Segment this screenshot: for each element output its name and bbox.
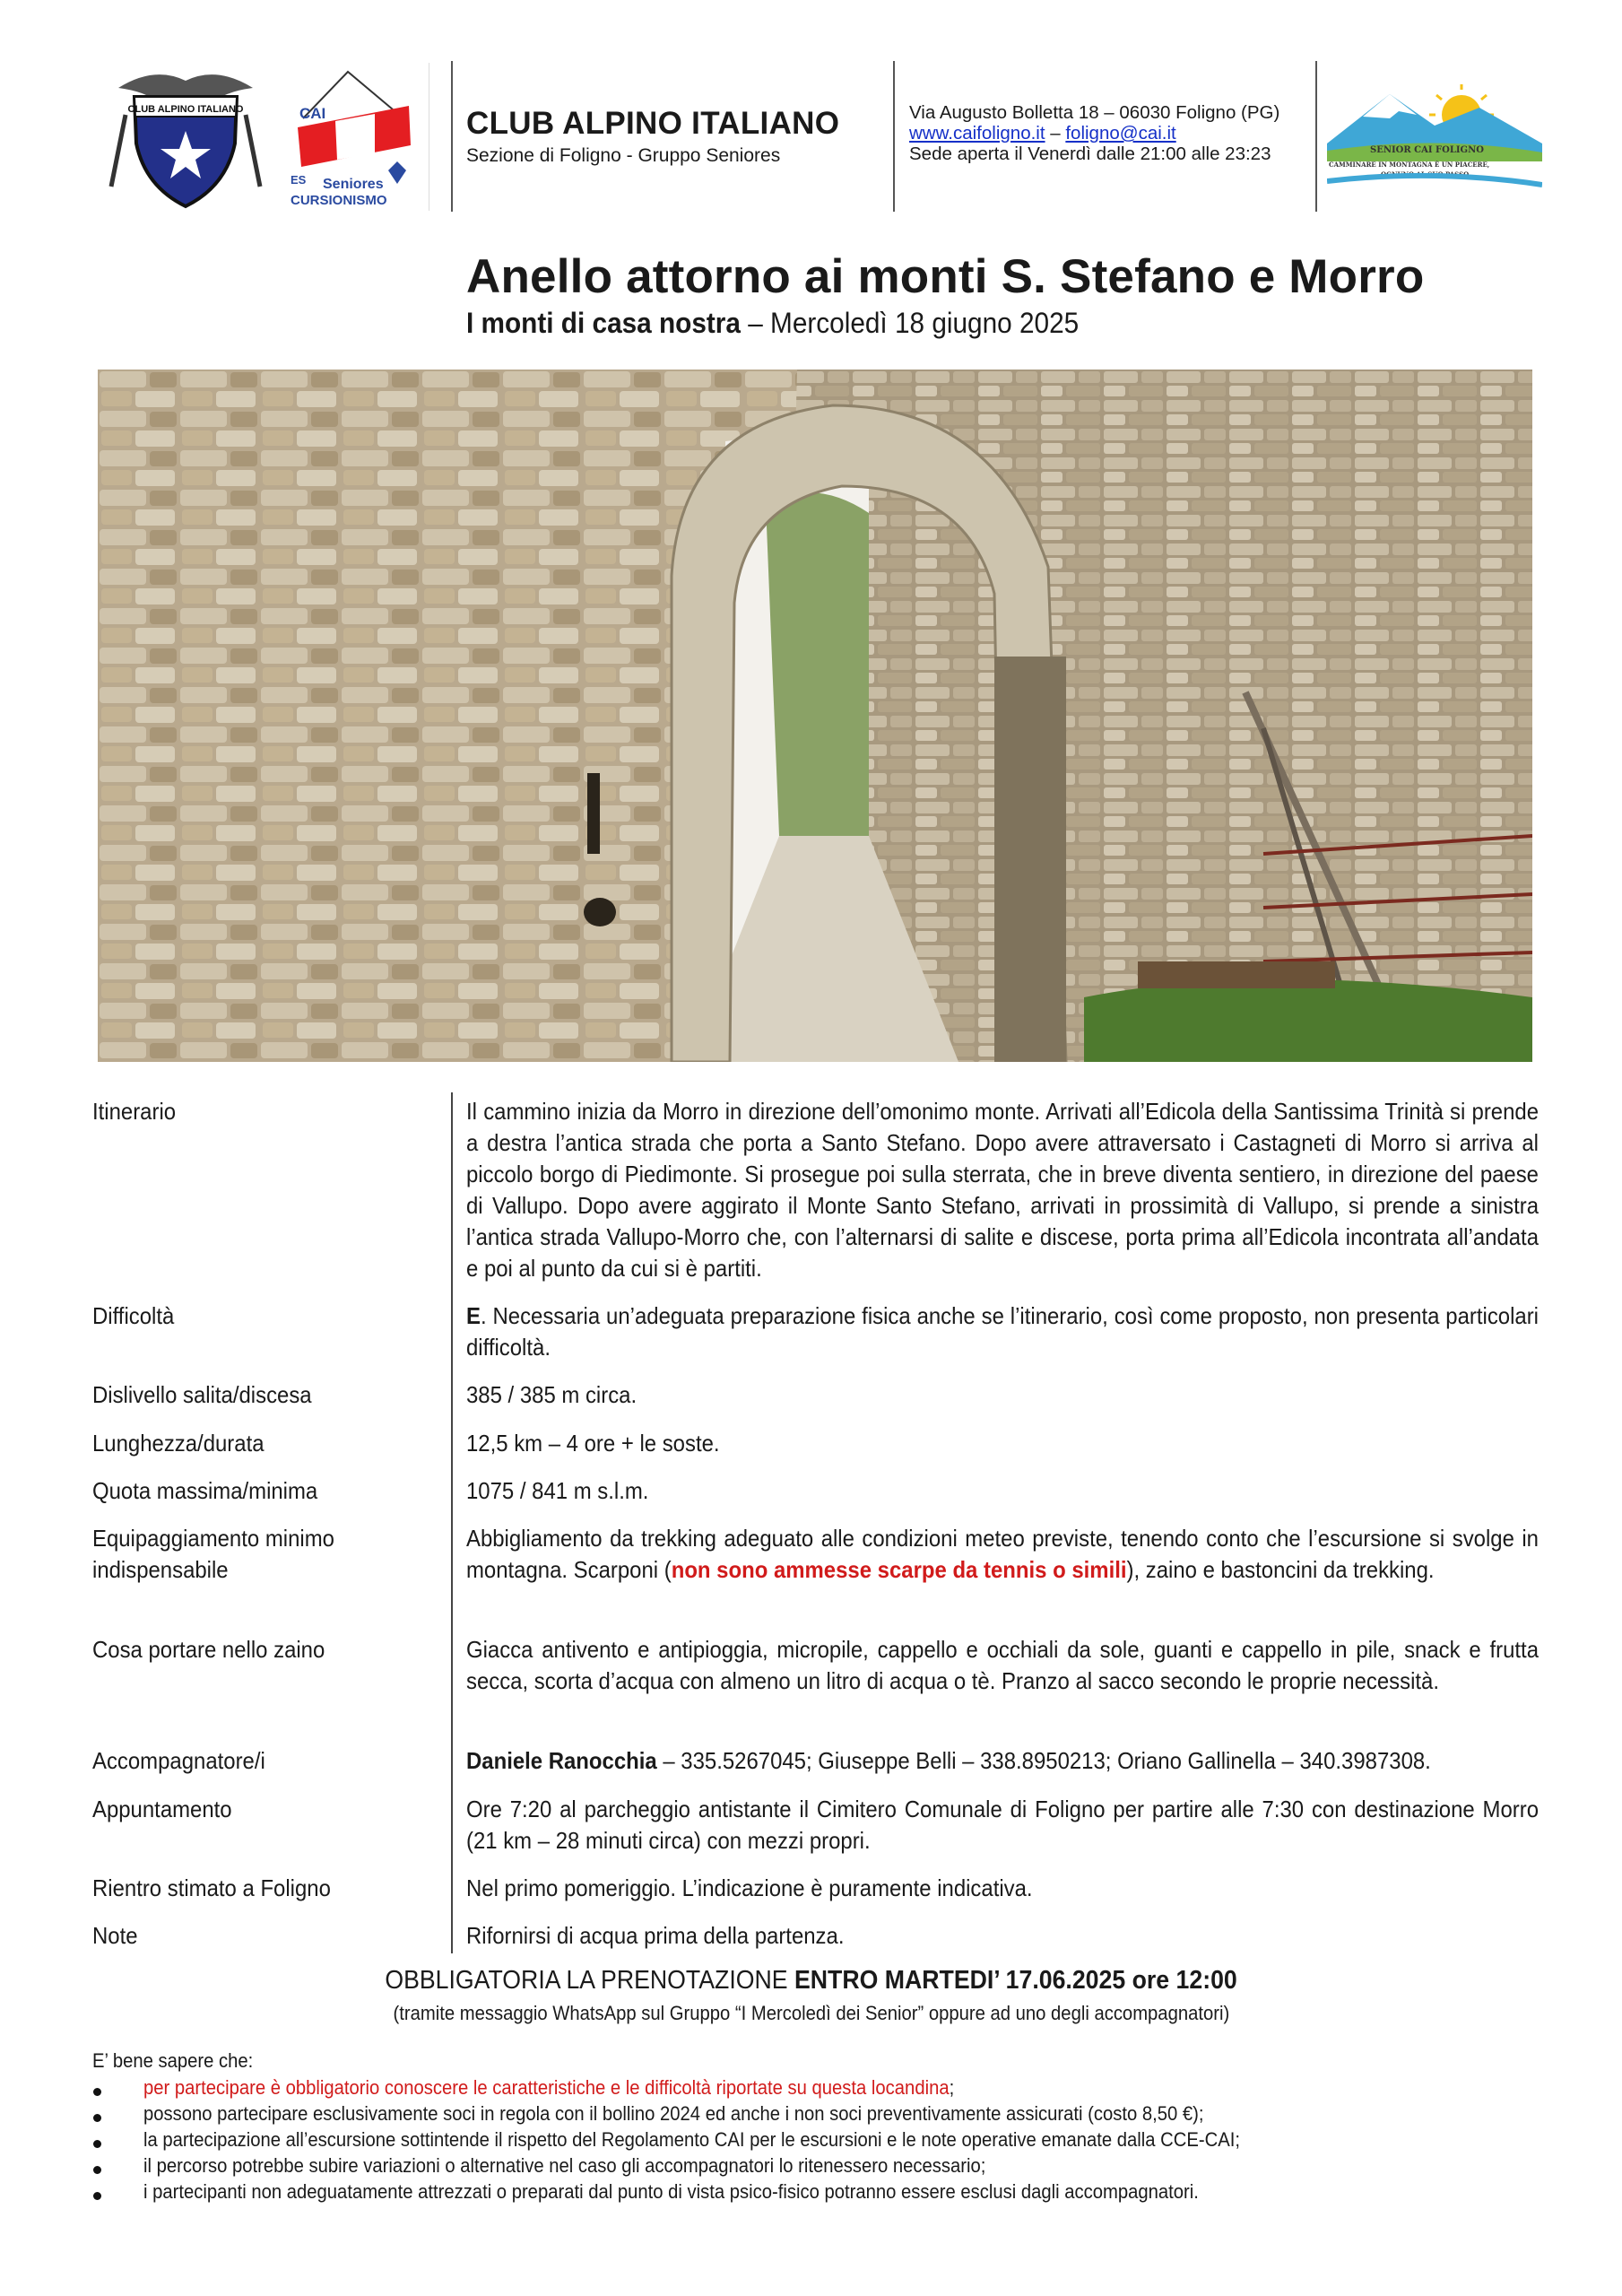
equipment-warning: non sono ammesse scarpe da tennis o simili [671, 1556, 1127, 1583]
booking-instructions: (tramite messaggio WhatsApp sul Gruppo “I Mercoledì dei Senior” oppure ad uno degli accompagnatori) [393, 2002, 1229, 2024]
event-title: Anello attorno ai monti S. Stefano e Morro [466, 250, 1425, 303]
booking-notice [0, 1966, 1622, 1996]
label-equipaggiamento-line1: Equipaggiamento minimo [92, 1525, 334, 1552]
value-dislivello: 385 / 385 m circa. [466, 1381, 638, 1408]
lead-guide: Daniele Ranocchia [466, 1747, 657, 1774]
label-equipaggiamento-line2: indispensabile [92, 1556, 229, 1583]
bullet [93, 2166, 101, 2174]
label-itinerario: Itinerario [92, 1098, 177, 1125]
bullet [93, 2114, 101, 2122]
bullet [93, 2088, 101, 2096]
svg-text:ES: ES [291, 173, 307, 187]
svg-text:CAMMINARE IN MONTAGNA È UN PIA: CAMMINARE IN MONTAGNA È UN PIACERE, [1329, 161, 1490, 169]
value-quota: 1075 / 841 m s.l.m. [466, 1477, 649, 1504]
value-lunghezza: 12,5 km – 4 ore + le soste. [466, 1430, 720, 1457]
cai-emblem-logo [100, 61, 271, 213]
label-zaino: Cosa portare nello zaino [92, 1636, 325, 1663]
event-subtitle [466, 307, 1079, 340]
label-dislivello: Dislivello salita/discesa [92, 1381, 312, 1408]
table-divider [451, 1092, 453, 1953]
equipment-text-a: Abbigliamento da trekking adeguato alle condizioni meteo previste, tenendo conto che l’escursione si svolge in montagna. Scarponi ( [466, 1525, 1539, 1583]
label-rientro: Rientro stimato a Foligno [92, 1874, 331, 1901]
svg-text:OGNUNO AL SUO PASSO: OGNUNO AL SUO PASSO [1381, 170, 1470, 178]
escursionismo-logo [285, 63, 429, 211]
svg-text:SENIOR CAI FOLIGNO: SENIOR CAI FOLIGNO [1370, 145, 1484, 155]
value-itinerario: Il cammino inizia da Morro in direzione dell’omonimo monte. Arrivati all’Edicola della Santissima Trinità si prende a destra l’antica strada che porta a Santo Stefano. Dopo avere attraversato i Castagneti di Morro si arriva al piccolo borgo di Piedimonte. Si prosegue poi sulla sterrata, che in breve diventa sentiero, in direzione del paese di Vallupo. Dopo avere aggirato il Monte Santo Stefano, arrivati in prossimità di Vallupo, si prende a sinistra l’antica strada Vallupo-Morro che, con l’alternarsi di salite e discese, porta prima all’Edicola incontrata all’andata e poi al punto da cui si è partiti. [466, 1098, 1539, 1282]
header-divider [893, 61, 895, 212]
value-equipaggiamento [466, 1523, 1539, 1586]
difficulty-grade: E [466, 1302, 481, 1329]
event-date: – Mercoledì 18 giugno 2025 [740, 307, 1080, 339]
org-name: CLUB ALPINO ITALIANO [466, 106, 840, 141]
note-item-warning: per partecipare è obbligatorio conoscere le caratteristiche e le difficoltà riportate su questa locandina [143, 2076, 950, 2099]
label-equipaggiamento [92, 1523, 334, 1586]
value-zaino: Giacca antivento e antipioggia, micropile, cappello e occhiali da sole, guanti e cappello in pile, snack e frutta secca, scorta d’acqua con almeno un litro di acqua o tè. Pranzo al sacco secondo le proprie necessità. [466, 1636, 1539, 1694]
label-accompagnatori: Accompagnatore/i [92, 1747, 265, 1774]
guides-contacts: – 335.5267045; Giuseppe Belli – 338.8950213; Oriano Gallinella – 340.3987308. [656, 1747, 1431, 1774]
bullet [93, 2140, 101, 2148]
village-gate-photo [98, 370, 1532, 1062]
label-difficolta: Difficoltà [92, 1302, 175, 1329]
note-item: il percorso potrebbe subire variazioni o alternative nel caso gli accompagnatori lo ritenessero necessario; [143, 2154, 986, 2177]
label-note: Note [92, 1922, 138, 1949]
booking-text: OBBLIGATORIA LA PRENOTAZIONE [385, 1966, 794, 1995]
svg-text:CURSIONISMO: CURSIONISMO [291, 193, 387, 208]
equipment-text-b: ), zaino e bastoncini da trekking. [1126, 1556, 1435, 1583]
booking-deadline: ENTRO MARTEDI’ 17.06.2025 ore 12:00 [794, 1966, 1237, 1995]
bullet [93, 2192, 101, 2200]
note-item [143, 2075, 954, 2100]
svg-text:Seniores: Seniores [323, 177, 384, 192]
senior-cai-logo [1327, 72, 1542, 197]
value-rientro: Nel primo pomeriggio. L’indicazione è puramente indicativa. [466, 1874, 1033, 1901]
opening-hours: Sede aperta il Venerdì dalle 21:00 alle 23:23 [909, 144, 1271, 164]
note-item: possono partecipare esclusivamente soci in regola con il bollino 2024 ed anche i non soci preventivamente assicurati (costo 8,50 €); [143, 2102, 1204, 2125]
contact-block [909, 102, 1279, 164]
label-lunghezza: Lunghezza/durata [92, 1430, 265, 1457]
header-divider [1315, 61, 1317, 212]
value-difficolta [466, 1300, 1539, 1363]
svg-text:CLUB ALPINO ITALIANO: CLUB ALPINO ITALIANO [127, 104, 244, 115]
label-quota: Quota massima/minima [92, 1477, 318, 1504]
difficulty-text: . Necessaria un’adeguata preparazione fisica anche se l’itinerario, così come proposto, non presenta particolari difficoltà. [466, 1302, 1539, 1361]
notes-heading: E’ bene sapere che: [92, 2049, 254, 2072]
note-item: la partecipazione all’escursione sottintende il rispetto del Regolamento CAI per le escursioni e le note operative emanate dalla CCE-CAI; [143, 2128, 1240, 2151]
value-accompagnatori [466, 1745, 1539, 1777]
event-series: I monti di casa nostra [466, 307, 741, 339]
email-link[interactable]: foligno@cai.it [1065, 123, 1176, 144]
note-item-tail: ; [949, 2076, 955, 2099]
header-divider [451, 61, 453, 212]
address: Via Augusto Bolletta 18 – 06030 Foligno (PG) [909, 102, 1280, 123]
note-item: i partecipanti non adeguatamente attrezzati o preparati dal punto di vista psico-fisico potranno essere esclusi dagli accompagnatori. [143, 2180, 1199, 2203]
label-appuntamento: Appuntamento [92, 1796, 232, 1822]
contact-dash: – [1045, 123, 1066, 144]
website-link[interactable]: www.caifoligno.it [909, 123, 1045, 144]
value-appuntamento: Ore 7:20 al parcheggio antistante il Cimitero Comunale di Foligno per partire alle 7:30 con destinazione Morro (21 km – 28 minuti circa) con mezzi propri. [466, 1796, 1539, 1854]
value-note: Rifornirsi di acqua prima della partenza. [466, 1922, 845, 1949]
svg-text:CAI: CAI [299, 105, 326, 122]
org-section: Sezione di Foligno - Gruppo Seniores [466, 145, 781, 166]
